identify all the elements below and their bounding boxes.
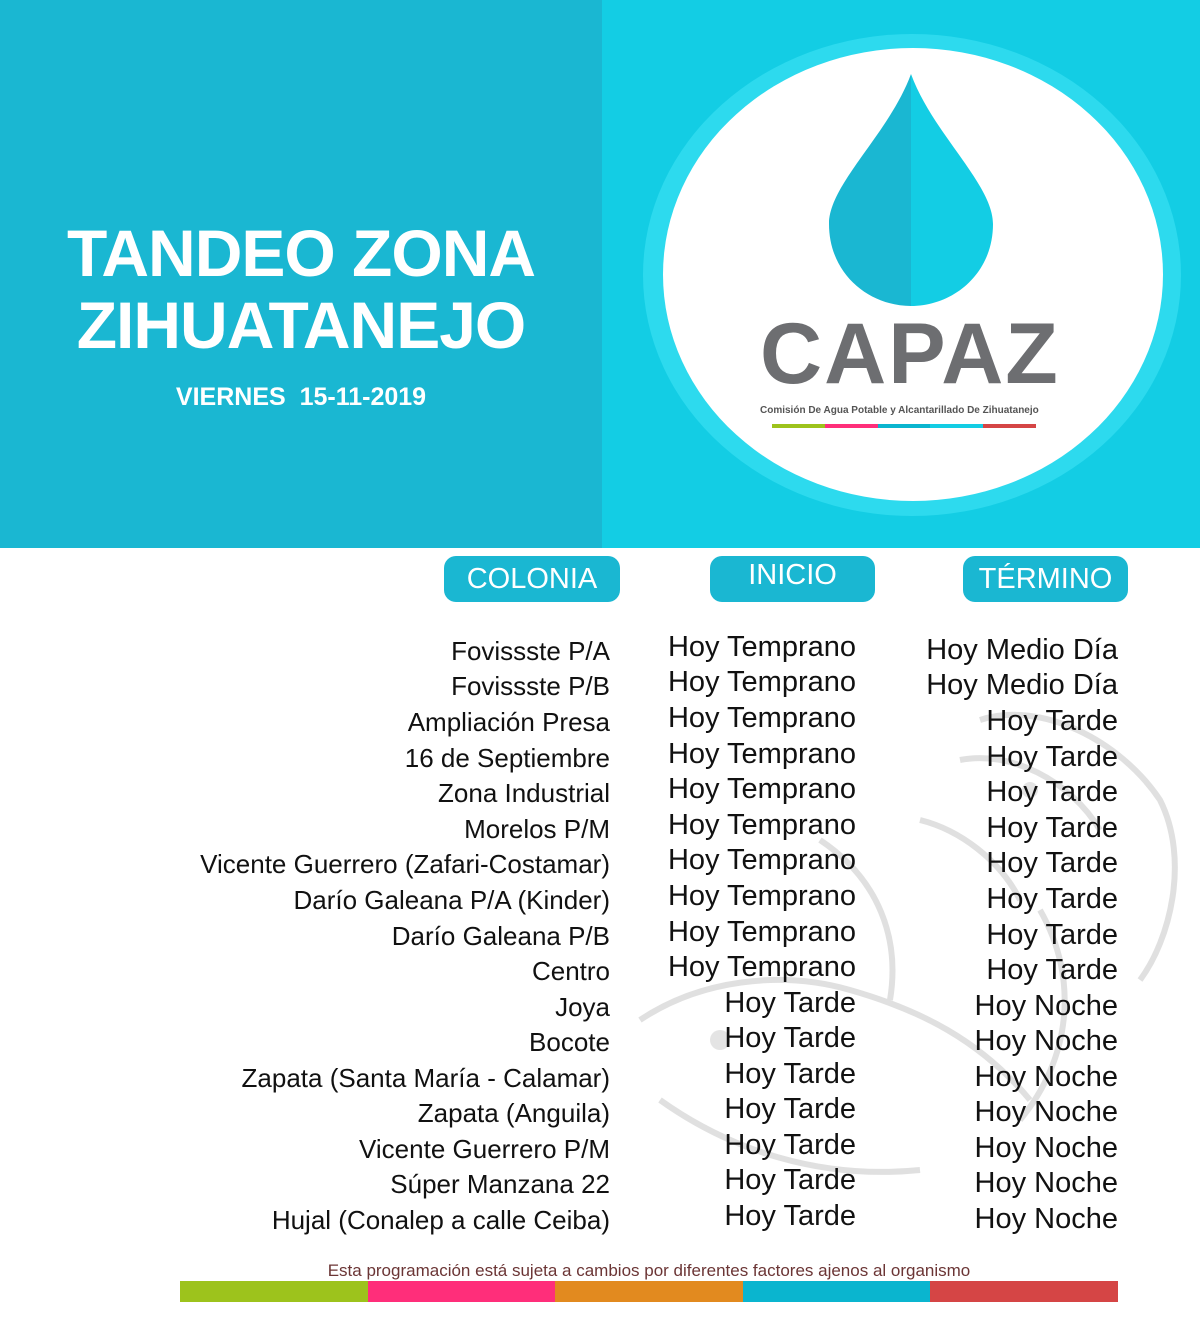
colonia-cell: Fovissste P/B: [451, 671, 610, 701]
logo-color-stripe: [772, 424, 1036, 428]
termino-cell: Hoy Medio Día: [926, 669, 1118, 701]
colonia-cell: Fovissste P/A: [451, 636, 610, 666]
footer-color-bar: [180, 1281, 1118, 1302]
termino-cell: Hoy Tarde: [986, 776, 1118, 808]
page-title-line-2: ZIHUATANEJO: [76, 288, 526, 362]
termino-cell: Hoy Noche: [974, 1025, 1118, 1057]
column-header-inicio: INICIO: [710, 556, 875, 602]
colonia-cell: Morelos P/M: [464, 814, 610, 844]
footer-disclaimer: Esta programación está sujeta a cambios por diferentes factores ajenos al organismo: [327, 1261, 971, 1280]
inicio-cell: Hoy Tarde: [724, 1164, 856, 1196]
colonia-cell: Zapata (Anguila): [417, 1098, 610, 1128]
table-row: [0, 774, 1200, 810]
inicio-cell: Hoy Temprano: [667, 951, 856, 983]
colonia-cell: Vicente Guerrero P/M: [359, 1134, 610, 1164]
termino-cell: Hoy Noche: [974, 1203, 1118, 1235]
termino-cell: Hoy Tarde: [986, 847, 1118, 879]
inicio-cell: Hoy Tarde: [724, 987, 856, 1019]
colonia-cell: Joya: [555, 992, 610, 1022]
termino-cell: Hoy Noche: [974, 1096, 1118, 1128]
inicio-cell: Hoy Temprano: [667, 702, 856, 734]
termino-cell: Hoy Tarde: [986, 919, 1118, 951]
table-row: [0, 881, 1200, 917]
termino-cell: Hoy Noche: [974, 1167, 1118, 1199]
inicio-cell: Hoy Tarde: [724, 1058, 856, 1090]
colonia-cell: Vicente Guerrero (Zafari-Costamar): [200, 849, 610, 879]
schedule-date: VIERNES 15-11-2019: [175, 383, 427, 411]
table-row: [0, 810, 1200, 846]
inicio-cell: Hoy Temprano: [667, 916, 856, 948]
table-row: [0, 988, 1200, 1024]
inicio-cell: Hoy Tarde: [724, 1200, 856, 1232]
termino-cell: Hoy Tarde: [986, 883, 1118, 915]
logo-wordmark: CAPAZ: [760, 306, 1060, 402]
termino-cell: Hoy Tarde: [986, 741, 1118, 773]
inicio-cell: Hoy Temprano: [667, 738, 856, 770]
table-row: [0, 1165, 1200, 1201]
logo-subtitle: Comisión De Agua Potable y Alcantarillado De Zihuatanejo: [760, 405, 1039, 416]
termino-cell: Hoy Noche: [974, 990, 1118, 1022]
termino-cell: Hoy Tarde: [986, 705, 1118, 737]
table-row: [0, 917, 1200, 953]
table-row: [0, 1059, 1200, 1095]
inicio-cell: Hoy Tarde: [724, 1093, 856, 1125]
table-row: [0, 1201, 1200, 1237]
colonia-cell: Darío Galeana P/A (Kinder): [293, 885, 610, 915]
table-row: [0, 632, 1200, 668]
termino-cell: Hoy Noche: [974, 1061, 1118, 1093]
water-drop-icon: [829, 74, 993, 306]
inicio-cell: Hoy Temprano: [667, 631, 856, 663]
table-row: [0, 739, 1200, 775]
table-row: [0, 703, 1200, 739]
table-row: [0, 1023, 1200, 1059]
termino-cell: Hoy Tarde: [986, 812, 1118, 844]
table-row: [0, 667, 1200, 703]
colonia-cell: Súper Manzana 22: [390, 1169, 610, 1199]
page-title-line-1: TANDEO ZONA: [66, 216, 536, 290]
colonia-cell: Bocote: [529, 1027, 610, 1057]
inicio-cell: Hoy Tarde: [724, 1129, 856, 1161]
colonia-cell: Ampliación Presa: [407, 707, 610, 737]
inicio-cell: Hoy Tarde: [724, 1022, 856, 1054]
inicio-cell: Hoy Temprano: [667, 844, 856, 876]
colonia-cell: 16 de Septiembre: [404, 743, 610, 773]
table-row: [0, 1094, 1200, 1130]
inicio-cell: Hoy Temprano: [667, 666, 856, 698]
inicio-cell: Hoy Temprano: [667, 880, 856, 912]
table-row: [0, 952, 1200, 988]
colonia-cell: Darío Galeana P/B: [391, 921, 610, 951]
termino-cell: Hoy Noche: [974, 1132, 1118, 1164]
table-row: [0, 1130, 1200, 1166]
inicio-cell: Hoy Temprano: [667, 773, 856, 805]
termino-cell: Hoy Tarde: [986, 954, 1118, 986]
termino-cell: Hoy Medio Día: [926, 634, 1118, 666]
inicio-cell: Hoy Temprano: [667, 809, 856, 841]
colonia-cell: Zona Industrial: [438, 778, 610, 808]
table-row: [0, 845, 1200, 881]
colonia-cell: Centro: [531, 956, 610, 986]
drop-left-half: [829, 74, 911, 306]
colonia-cell: Hujal (Conalep a calle Ceiba): [271, 1205, 610, 1235]
column-header-colonia: COLONIA: [444, 556, 620, 602]
drop-right-half: [911, 74, 993, 306]
colonia-cell: Zapata (Santa María - Calamar): [241, 1063, 610, 1093]
column-header-termino: TÉRMINO: [963, 556, 1128, 602]
